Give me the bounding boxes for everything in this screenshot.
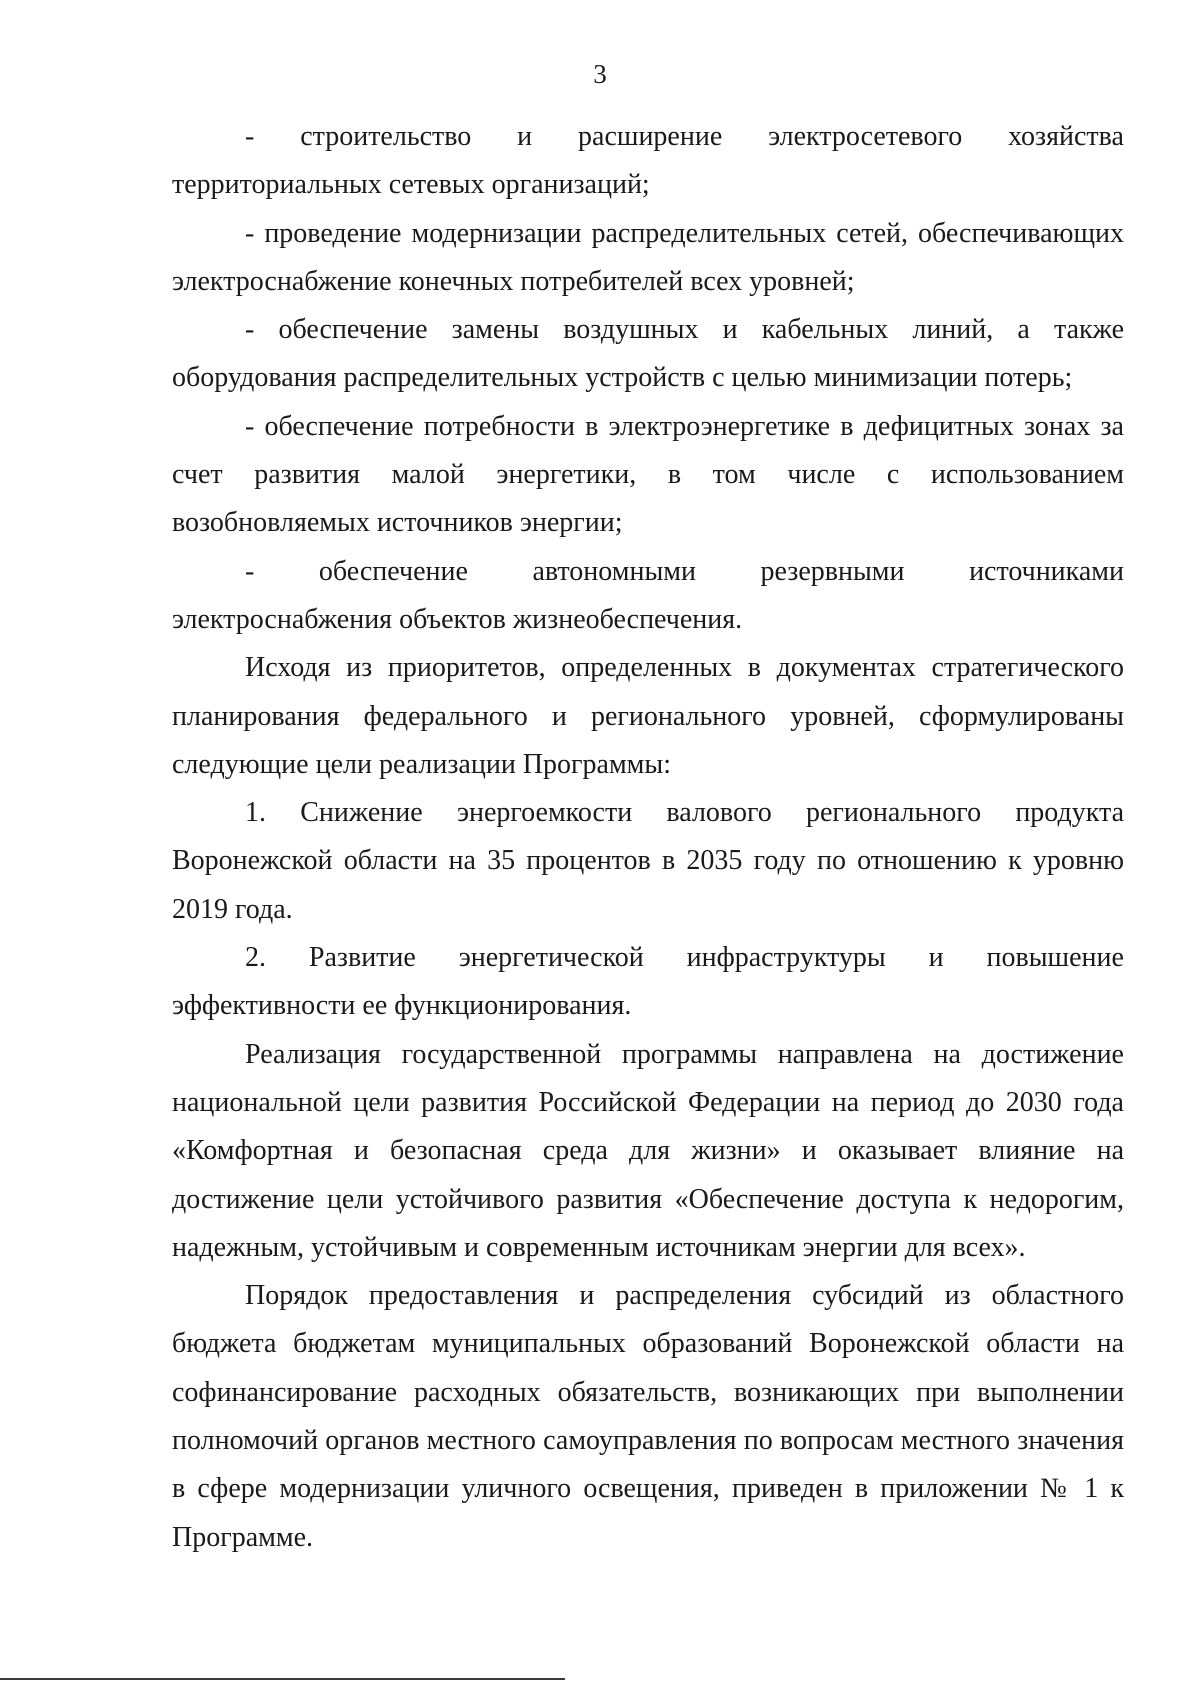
word: - xyxy=(245,121,255,152)
goal-item: 1. Снижение энергоемкости валового регионального продукта Воронежской области на 35 процентов в 2035 году по отношению к уровню 2019 года. xyxy=(172,797,1124,925)
word: автономными xyxy=(532,555,696,587)
word: и xyxy=(928,942,944,974)
list-item xyxy=(172,548,1124,645)
sparse-line xyxy=(172,548,1124,596)
word: расширение xyxy=(578,121,723,152)
list-item: - обеспечение потребности в электроэнергетике в дефицитных зонах за счет развития малой энергетики, в том числе с использованием возобновляемых источников энергии; xyxy=(172,410,1124,539)
word: - xyxy=(245,555,255,587)
word: повышение xyxy=(986,942,1124,974)
word: резервными xyxy=(760,555,905,587)
paragraph: Порядок предоставления и распределения субсидий из областного бюджета бюджетам муниципальных образований Воронежской области на софинансирование расходных обязательств, возникающих при выполнении полномочий органов местного самоуправления по вопросам местного значения в сфере модернизации уличного освещения, приведен в приложении № 1 к Программе. xyxy=(172,1280,1124,1553)
continuation-line: эффективности ее функционирования. xyxy=(172,990,632,1022)
word: источниками xyxy=(969,555,1124,587)
continuation-line: электроснабжения объектов жизнеобеспечения. xyxy=(172,603,743,635)
word: инфраструктуры xyxy=(686,942,886,974)
list-item xyxy=(172,113,1124,210)
page-number: 3 xyxy=(593,59,607,89)
word: Развитие xyxy=(308,942,416,974)
sparse-line xyxy=(172,113,1124,161)
sparse-line xyxy=(172,934,1124,982)
paragraph: Реализация государственной программы направлена на достижение национальной цели развития Российской Федерации на период до 2030 года «Комфортная и безопасная среда для жизни» и оказывает влияние на достижение цели устойчивого развития «Обеспечение доступа к недорогим, надежным, устойчивым и современным источникам энергии для всех». xyxy=(172,1038,1124,1263)
word: энергетической xyxy=(458,942,644,974)
document-body xyxy=(172,113,1124,1562)
goal-item xyxy=(172,934,1124,1031)
word: и xyxy=(517,121,533,152)
bottom-rule xyxy=(0,1678,565,1680)
word: строительство xyxy=(300,121,472,152)
word: электросетевого xyxy=(768,121,963,152)
list-item: - обеспечение замены воздушных и кабельных линий, а также оборудования распределительных устройств с целью минимизации потерь; xyxy=(172,314,1124,394)
list-item: - проведение модернизации распределительных сетей, обеспечивающих электроснабжение конечных потребителей всех уровней; xyxy=(172,217,1124,297)
word: обеспечение xyxy=(318,555,468,587)
word: 2. xyxy=(245,942,266,974)
continuation-line: территориальных сетевых организаций; xyxy=(172,169,650,201)
paragraph: Исходя из приоритетов, определенных в документах стратегического планирования федерального и регионального уровней, сформулированы следующие цели реализации Программы: xyxy=(172,652,1124,780)
word: хозяйства xyxy=(1008,121,1124,152)
